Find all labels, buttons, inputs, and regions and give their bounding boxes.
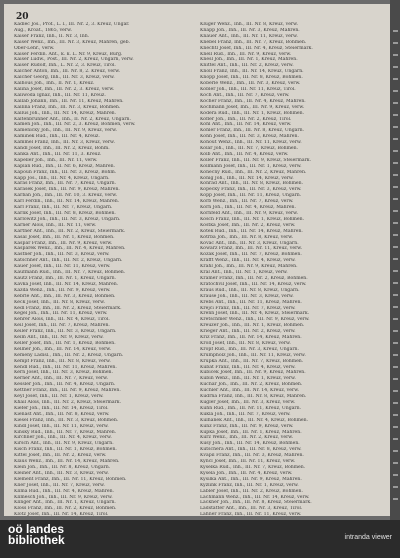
- directory-entry: Kegel Joh., Inh., III. Nr. 11, Kreuz, verw.: [14, 311, 108, 317]
- directory-entry: Kauer Josef, Inh., III. Nr. 11, Kreuz, verw.: [14, 264, 111, 270]
- directory-entry: Kamen Joh., Inh., III. Nr. 2, 3. Kreuz, Böhmen, verw.: [14, 122, 136, 128]
- edge-text-fragment: [393, 210, 398, 212]
- directory-entry: Knesl Joh., Inh., III. Nr. 1, Kreuz, Mähren.: [200, 57, 298, 63]
- directory-entry: Lachmann Wenz., Inh., III. Nr. 14, Kreuz, verw.: [200, 494, 310, 500]
- directory-entry: Kurz Wenz., Inh., III. Nr. 2, Kreuz, verw.: [200, 435, 294, 441]
- directory-entry: Krenn Josef, Inh., III. Nr. 4, Kreuz, Steiermark.: [200, 311, 310, 317]
- directory-entry: Krumpholz Joh., Inh., III. Nr. 11, Kreuz, verw.: [200, 352, 306, 358]
- directory-entry: Kasal Josef, Inh., III. Nr. 1, Kreuz, Böhmen.: [14, 234, 115, 240]
- directory-entry: Labler Josef, Inh., III. Nr. 2, Kreuz, Böhmen.: [200, 488, 303, 494]
- edge-text-fragment: [393, 378, 398, 380]
- directory-entry: Kohout Wenz., Inh., III. Nr. 11, Kreuz, verw.: [200, 140, 302, 146]
- directory-entry: Kuchler Ant., Inh., III. Nr. 14, Kreuz, verw.: [200, 388, 300, 394]
- edge-text-fragment: [393, 462, 398, 464]
- directory-entry: Karl Ferdin., Inh., III. Nr. 14, Kreuz, Mähren.: [14, 199, 120, 205]
- directory-entry: Keil Josef, Inh., III. Nr. 7, Kreuz, Mähren.: [14, 323, 110, 329]
- directory-entry: Kluger Wenz., Inh., III. Nr. 8, Kreuz, verw.: [200, 22, 298, 27]
- directory-entry: Aug., Kroat., 1865, verw.: [14, 27, 72, 33]
- directory-entry: Kriz Franz, Inh., III. Nr. 14, Kreuz, Mähren.: [200, 335, 302, 341]
- directory-entry: Kaufmann Rud., Inh., III. Nr. 7, Kreuz, Böhmen.: [14, 270, 126, 276]
- viewer-footer: [0, 520, 400, 558]
- edge-text-fragment: [393, 390, 398, 392]
- directory-entry: Kodera Rud., Inh., III. Nr. 1, Kreuz, Böhmen.: [200, 110, 305, 116]
- directory-entry: Kral Ant., Inh., III. Nr. 1, Kreuz, verw.: [200, 270, 288, 276]
- directory-entry: Katschner Ant., Inh., III. Nr. 2, Kreuz, Ungarn.: [14, 258, 123, 264]
- directory-entry: Kohler Franz, Inh., III. Nr. 8, Kreuz, Ungarn.: [200, 128, 305, 134]
- edge-text-fragment: [393, 330, 398, 332]
- edge-text-fragment: [393, 126, 398, 128]
- directory-entry: Kaiser Franz, Inh., II. Nr. 3, Inh.: [14, 33, 90, 39]
- edge-text-fragment: [393, 114, 398, 116]
- edge-text-fragment: [393, 150, 398, 152]
- directory-entry: Koberle Wenz., Inh., III. Nr. 3, Kreuz, verw.: [200, 81, 301, 87]
- edge-text-fragment: [393, 486, 398, 488]
- edge-text-fragment: [393, 438, 398, 440]
- directory-entry: Kiesel Franz, Inh., III. Nr. 3, Kreuz, Böhmen.: [14, 417, 119, 423]
- directory-entry: Kreuzer Joh., Inh., III. Nr. 1, Kreuz, Böhmen.: [200, 323, 305, 329]
- directory-entry: Kessler Joh., Inh., III. Nr. 4, Kreuz, Ungarn.: [14, 382, 116, 388]
- directory-entry: Kulhanek Ant., Inh., III. Nr. 4, Kreuz, Böhmen.: [200, 417, 309, 423]
- directory-entry: Knebel Franz, Inh., III. Nr. 7, Kreuz, Böhmen.: [200, 39, 307, 45]
- edge-text-fragment: [393, 270, 398, 272]
- directory-entry: Kallus Joh., Inh., III. Nr. 14, Kreuz, Mähren.: [14, 110, 117, 116]
- directory-entry: Keim Ant., Inh., III. Nr. 9, Kreuz, verw.: [14, 335, 104, 341]
- edge-text-fragment: [393, 78, 398, 80]
- directory-entry: Kusy Joh., Inh., III. Nr. 14, Kreuz, Böhmen.: [200, 441, 300, 447]
- edge-text-fragment: [393, 90, 398, 92]
- edge-text-fragment: [393, 426, 398, 428]
- directory-entry: Kobler Joh., Inh., III. Nr. 11, Kreuz, Tirol.: [200, 86, 296, 92]
- edge-text-fragment: [393, 342, 398, 344]
- directory-entry: Kolb Ant., Inh., III. Nr. 4, Kreuz, verw.: [200, 151, 289, 157]
- directory-entry: Knoll Franz, Inh., III. Nr. 14, Kreuz, Ungarn.: [200, 69, 304, 75]
- page-number: 20: [16, 12, 29, 22]
- directory-entry: Kaliwoda Ignaz, Inh., III. Nr. 11, Kreuz.: [14, 92, 106, 98]
- directory-entry: Klier Josef, Inh., III. Nr. 7, Kreuz, verw.: [14, 482, 105, 488]
- directory-entry: Kerner Ant., Inh., III. Nr. 7, Kreuz, verw.: [14, 376, 109, 382]
- directory-entry: Kunz Franz, Inh., III. Nr. 9, Kreuz, verw.: [200, 423, 294, 429]
- edge-text-fragment: [393, 54, 398, 56]
- directory-entry: Kaminek Rud., Inh., III. Nr. 4, Kreuz.: [14, 134, 100, 140]
- directory-entry: Kaltenbrunner Ant., Inh., II. Nr. 2, Kreuz, Ungarn.: [14, 116, 131, 122]
- directory-entry: Kastner Joh., Inh., III. Nr. 3, Kreuz, verw.: [14, 252, 110, 258]
- edge-text-fragment: [393, 366, 398, 368]
- directory-entry: Kochmann Josef, Inh., III. Nr. 9, Kreuz, verw.: [200, 104, 305, 110]
- directory-entry: Kamenicky Joh., Inh., III. Nr. 9, Kreuz, verw.: [14, 128, 117, 134]
- edge-text-fragment: [393, 66, 398, 68]
- directory-entry: Kornfeld Ant., Inh., III. Nr. 9, Kreuz, verw.: [200, 211, 298, 216]
- directory-entry: Kautz Franz, Inh., III. Nr. 1, Kreuz, Ungarn.: [14, 275, 116, 281]
- directory-entry: Kubin Wenz., Inh., III. Nr. 1, Kreuz, verw.: [200, 376, 296, 382]
- document-page: [4, 4, 390, 516]
- directory-entry: Klimesch Joh., Inh., III. Nr. 9, Kreuz, verw.: [14, 494, 113, 500]
- directory-entry: Korn Joh., Inh., III. Nr. 4, Kreuz, Mähren.: [200, 205, 296, 211]
- edge-text-fragment: [393, 186, 398, 188]
- edge-text-fragment: [393, 162, 398, 164]
- logo-line-1: oö landes: [8, 522, 65, 536]
- directory-entry: Keck Josef, Inh., III. Nr. 8, Kreuz, verw.: [14, 299, 105, 305]
- directory-entry: Kaiser Ludw., Post., III. Nr. 2, Kreuz, Ungarn, verw.: [14, 57, 134, 63]
- directory-entry: Kukla Joh., Inh., III. Nr. 7, Kreuz, verw.: [200, 411, 291, 417]
- edge-text-fragment: [393, 354, 398, 356]
- directory-entry: Kindl Josef, Inh., III. Nr. 11, Kreuz, verw.: [14, 423, 109, 429]
- directory-entry: Kalcher Georg, Inh., III. Nr. 3, Kreuz, verw.: [14, 75, 115, 81]
- directory-entry: Kropf Rud., Inh., III. Nr. 3, Kreuz, Ungarn.: [200, 346, 299, 352]
- directory-entry: Kirsch Ant., Inh., III. Nr. 9, Kreuz, Ungarn.: [14, 441, 114, 447]
- directory-entry: Knauer Ant., Inh., III. Nr. 11, Kreuz, verw.: [200, 33, 298, 39]
- directory-entry: Keiler Franz, Inh., III. Nr. 3, Kreuz, Ungarn.: [14, 329, 117, 335]
- directory-entry: Kopecky Franz, Inh., III. Nr. 3, Kreuz, verw.: [200, 187, 302, 193]
- directory-entry: Klein Joh., Inh., III. Nr. 8, Kreuz, Ungarn.: [14, 464, 111, 470]
- directory-entry: Kirchner Joh., Inh., III. Nr. 4, Kreuz, verw.: [14, 435, 112, 441]
- directory-entry: Kratochvil Josef, Inh., III. Nr. 14, Kreuz, verw.: [200, 281, 307, 287]
- library-logo[interactable]: [8, 524, 65, 546]
- directory-entry: Kotek Rud., Inh., III. Nr. 14, Kreuz, Mähren.: [200, 228, 303, 234]
- directory-entry: Konrad Ant., Inh., III. Nr. 8, Kreuz, Böhmen.: [200, 181, 304, 187]
- directory-entry: Kolar Joh., Inh., III. Nr. 7, Kreuz, Böhmen.: [200, 146, 299, 152]
- directory-entry: Klaus Wenz., Inh., III. Nr. 14, Kreuz, Mähren.: [14, 459, 120, 465]
- directory-entry: Kovac Ant., Inh., III. Nr. 3, Kreuz, Ungarn.: [200, 240, 299, 246]
- directory-entry: Kosch Franz, Inh., III. Nr. 1, Kreuz, Böhmen.: [200, 216, 305, 222]
- directory-entry: Kvapil Franz, Inh., III. Nr. 3, Kreuz, Mähren.: [200, 453, 304, 459]
- directory-entry: Krupka Ant., Inh., III. Nr. 7, Kreuz, Böhmen.: [200, 358, 304, 364]
- directory-entry: Kocher Franz, Inh., III. Nr. 4, Kreuz, Mähren.: [200, 98, 306, 104]
- edge-text-fragment: [393, 306, 398, 308]
- directory-entry: Kuhn Rud., Inh., III. Nr. 11, Kreuz, Ungarn.: [200, 405, 302, 411]
- directory-entry: Kinsky Rud., Inh., III. Nr. 7, Kreuz, Mähren.: [14, 429, 117, 435]
- directory-entry: Konecny Rud., Inh., III. Nr. 2, Kreuz, Mähren.: [200, 169, 307, 175]
- directory-entry: Kaspar Franz, Inh., III. Nr. 9, Kreuz, verw.: [14, 240, 113, 246]
- directory-entry: Kehrer Alois, Inh., III. Nr. 4, Kreuz, Tirol.: [14, 317, 110, 323]
- directory-entry: Krejci Franz, Inh., III. Nr. 7, Kreuz, verw.: [200, 305, 296, 311]
- directory-entry: Kleiner Ant., Inh., III. Nr. 3, Kreuz, verw.: [14, 470, 109, 476]
- directory-entry: Kittel Josef, Inh., III. Nr. 2, Kreuz, verw.: [14, 453, 107, 459]
- directory-entry: Kloss Franz, Inh., III. Nr. 2, Kreuz, Böhmen.: [14, 506, 117, 512]
- directory-entry: Kysilka Ant., Inh., III. Nr. 9, Kreuz, Mähren.: [200, 476, 302, 482]
- directory-entry: Karner Alois, Inh., III. Nr. 11, verw.: [14, 222, 97, 228]
- edge-text-fragment: [393, 402, 398, 404]
- directory-entry: Kapeller Joh., Inh., III. Nr. 11, verw.: [14, 157, 98, 163]
- directory-entry: Khail Alois, Inh., III. Nr. 2, Kreuz, Steiermark.: [14, 400, 122, 405]
- edge-text-fragment: [393, 450, 398, 452]
- directory-entry: Kaiser Rudolf, Inh., L. Nr. 2, 3. Kreuz, Tirol.: [14, 63, 116, 69]
- directory-entry: Kyncl Josef, Inh., III. Nr. 11, Kreuz, verw.: [200, 459, 296, 465]
- directory-entry: Kebrle Ant., Inh., III. Nr. 3, Kreuz, Böhmen.: [14, 293, 116, 299]
- edge-text-fragment: [393, 246, 398, 248]
- directory-entry: Konig Joh., Inh., III. Nr. 14, Kreuz, verw.: [200, 175, 294, 181]
- directory-entry: Knechtl Josef, Inh., III. Nr. 4, Kreuz, Steiermark.: [200, 45, 313, 51]
- directory-entry: Kaiser Wenz., Inh., III. Nr. 3, Kreuz, Mähren, geb.: [14, 39, 131, 45]
- edge-text-fragment: [393, 138, 398, 140]
- directory-entry: Lackner Joh., Inh., III. Nr. 8, Kreuz, Steiermark.: [200, 500, 312, 506]
- directory-entry: Kienast Ant., Inh., III. Nr. 8, Kreuz, verw.: [14, 411, 110, 417]
- edge-text-fragment: [393, 474, 398, 476]
- directory-entry: Kyzlink Franz, Inh., III. Nr. 1, Kreuz, verw.: [200, 482, 299, 488]
- directory-entry: Kedl Franz, Inh., III. Nr. 2, Kreuz, Steiermark.: [14, 305, 122, 311]
- directory-entry: Kaplan Rud., Inh., II. Nr. 6, Kreuz, Mähren.: [14, 163, 115, 169]
- directory-entry: Kofler Joh., Inh., III. Nr. 2, Kreuz, Tirol.: [200, 116, 292, 122]
- directory-entry: Kostka Josef, Inh., III. Nr. 2, Kreuz, verw.: [200, 222, 296, 228]
- directory-entry: Karl Franz, Inh., III. Nr. 7, Kreuz, Ungarn.: [14, 205, 113, 211]
- directory-entry: Kalhous Joh., Inh., II. Nr. 1, Kreuz.: [14, 81, 95, 87]
- directory-entry: Klotz Josef, Inh., III. Nr. 14, Kreuz, Tirol.: [14, 512, 109, 516]
- directory-entry: Kammel Franz, Inh., III. Nr. 3, Kreuz, verw.: [14, 140, 115, 146]
- right-column: [200, 22, 376, 516]
- directory-entry: Kettner Franz, Inh., III. Nr. 9, Kreuz, Mähren.: [14, 388, 121, 394]
- directory-entry: Karas Franz, Inh., III. Nr. 7, Kreuz, Ungarn.: [14, 181, 117, 187]
- edge-text-fragment: [393, 30, 398, 32]
- directory-entry: Keyl Josef, Inh., III. Nr. 1, Kreuz, verw.: [14, 394, 104, 400]
- edge-text-fragment: [393, 234, 398, 236]
- directory-entry: Kalina Josef, Inh., III. Nr. 2, 3. Kreuz, verw.: [14, 86, 115, 92]
- directory-entry: Lahner Franz, Inh., III. Nr. 11, Kreuz, verw.: [200, 512, 302, 516]
- directory-entry: Kugler Josef, Inh., III. Nr. 3, Kreuz, verw.: [200, 400, 296, 405]
- directory-entry: Ober-Lehr., verw.: [14, 45, 55, 51]
- directory-entry: Kowarz Franz, Inh., III. Nr. 11, Kreuz, verw.: [200, 246, 303, 252]
- directory-entry: Kudrna Franz, Inh., III. Nr. 8, Kreuz, Mähren.: [200, 394, 307, 400]
- directory-entry: Karban Joh., Inh., III. Nr. 10, 3. Kreuz, verw.: [14, 193, 118, 199]
- directory-entry: Kutschera Ant., Inh., III. Nr. 8, Kreuz, verw.: [200, 447, 302, 453]
- directory-entry: Kavka Josef, Inh., III. Nr. 14, Kreuz, Mähren.: [14, 281, 119, 287]
- logo-line-2: bibliothek: [8, 533, 65, 547]
- directory-entry: Karlowitz Joh., Inh., III. Nr. 3, Kreuz, Ungarn.: [14, 216, 121, 222]
- directory-entry: Kramer Franz, Inh., III. Nr. 2, Kreuz, Böhmen.: [200, 275, 308, 281]
- directory-entry: Knittel Ant., Inh., III. Nr. 2, Kreuz, verw.: [200, 63, 294, 69]
- edge-text-fragment: [393, 222, 398, 224]
- directory-entry: Kellner Joh., Inh., III. Nr. 14, Kreuz, verw.: [14, 346, 112, 352]
- directory-entry: Keller Josef, Inh., III. Nr. 1, Kreuz, Böhmen.: [14, 340, 116, 346]
- viewer-label[interactable]: intranda viewer: [344, 534, 392, 541]
- directory-entry: Kalcher Anton, Inh., III. Nr. 8, 2. Kreuz, verw.: [14, 69, 121, 75]
- directory-entry: Knapp Joh., Inh., III. Nr. 3, Kreuz, Mähren.: [200, 27, 300, 33]
- directory-entry: Krahl Joh., Inh., III. Nr. 9, Kreuz, Mähren.: [200, 264, 298, 270]
- adjacent-page-edge: [390, 0, 400, 520]
- directory-entry: Kandl Josef, Inh., III. Nr. 2, Kreuz, Böhm.: [14, 146, 110, 152]
- directory-entry: Kraus Rud., Inh., III. Nr. 8, Kreuz, Ungarn.: [200, 287, 300, 293]
- directory-entry: Kern Josef, Inh., III. Nr. 3, Kreuz, Böhmen.: [14, 370, 113, 376]
- directory-entry: Kysela Joh., Inh., III. Nr. 4, Kreuz, verw.: [200, 470, 293, 476]
- edge-text-fragment: [393, 318, 398, 320]
- edge-text-fragment: [393, 414, 398, 416]
- directory-entry: Kanka Ant., Inh., III. Nr. 11, 3. Kreuz.: [14, 151, 102, 157]
- directory-entry: Kisch Franz, Inh., III. Nr. 1, Kreuz, Böhmen.: [14, 447, 117, 453]
- directory-entry: Kempf Franz, Inh., III. Nr. 8, Kreuz, verw.: [14, 358, 111, 364]
- directory-entry: Klement Franz, Inh., III. Nr. 11, Kreuz, Böhmen.: [14, 476, 127, 482]
- edge-text-fragment: [393, 198, 398, 200]
- directory-entry: Koch Ant., Inh., III. Nr. 7, Kreuz, verw.: [200, 92, 290, 98]
- directory-entry: Kupka Josef, Inh., III. Nr. 1, Kreuz, Mähren.: [200, 429, 302, 435]
- directory-entry: Kubicek Josef, Inh., III. Nr. 9, Kreuz, Mähren.: [200, 370, 306, 376]
- directory-entry: Krause Joh., Inh., III. Nr. 3, Kreuz, verw.: [200, 293, 294, 299]
- directory-entry: Krieger Ant., Inh., III. Nr. 2, Kreuz, verw.: [200, 329, 296, 335]
- directory-entry: Kopp Josef, Inh., III. Nr. 11, Kreuz, Ungarn.: [200, 193, 302, 199]
- directory-entry: Knopp Josef, Inh., III. Nr. 8, Kreuz, Böhmen.: [200, 75, 303, 81]
- directory-entry: Kollmann Josef, Inh., III. Nr. 1, Kreuz, verw.: [200, 163, 302, 169]
- directory-entry: Krafft Wenz., Inh., III. Nr. 4, Kreuz, verw.: [200, 258, 296, 264]
- edge-text-fragment: [393, 102, 398, 104]
- directory-entry: Kapp Jos., Inh., III. Nr. 4, Kreuz, Ungarn.: [14, 175, 110, 181]
- directory-entry: Karlik Josef, Inh., III. Nr. 8, Kreuz, Böhmen.: [14, 211, 116, 216]
- edge-text-fragment: [393, 498, 398, 500]
- edge-text-fragment: [393, 258, 398, 260]
- directory-entry: Klima Rud., Inh., III. Nr. 4, Kreuz, Mähren.: [14, 488, 114, 494]
- directory-entry: Kozak Josef, Inh., III. Nr. 7, Kreuz, Böhmen.: [200, 252, 302, 258]
- directory-entry: Kohn Josef, Inh., III. Nr. 3, Kreuz, Mähren.: [200, 134, 299, 140]
- left-column: [14, 22, 190, 516]
- directory-entry: Krebs Ant., Inh., III. Nr. 11, Kreuz, Mähren.: [200, 299, 302, 305]
- directory-entry: Kyselka Rud., Inh., III. Nr. 7, Kreuz, Böhmen.: [200, 464, 306, 470]
- directory-entry: Knell Rud., Inh., III. Nr. 9, Kreuz, verw.: [200, 51, 292, 57]
- directory-entry: Kubat Franz, Inh., III. Nr. 4, Kreuz, verw.: [200, 364, 296, 370]
- edge-text-fragment: [393, 42, 398, 44]
- directory-entry: Kallab Johann, Inh., III. Nr. 11, Kreuz, Mähren.: [14, 98, 124, 104]
- directory-entry: Kasparek Wenz., Inh., III. Nr. 4, Kreuz, Mähren.: [14, 246, 126, 252]
- directory-entry: Kallina Franz, Inh., III. Nr. 3, Kreuz, Böhmen.: [14, 104, 121, 110]
- directory-entry: Kuchar Joh., Inh., III. Nr. 2, Kreuz, Böhmen.: [200, 382, 303, 388]
- directory-entry: Ladstätter Ant., Inh., III. Nr. 3, Kreuz, Tirol.: [200, 506, 303, 512]
- directory-entry: Kaiser Ferdin. Ant., k. k. L. Nr. 9, Kreuz, Bürg.: [14, 51, 123, 57]
- directory-entry: Kemeny Ladisl., Inh., III. Nr. 2, Kreuz, Ungarn.: [14, 352, 124, 358]
- directory-entry: Kazda Wenz., Inh., III. Nr. 9, Kreuz, verw.: [14, 287, 111, 293]
- edge-text-fragment: [393, 282, 398, 284]
- edge-text-fragment: [393, 294, 398, 296]
- directory-entry: Kendl Rud., Inh., III. Nr. 11, Kreuz, Mähren.: [14, 364, 117, 370]
- directory-entry: Kretschmer Wenz., Inh., III. Nr. 9, Kreuz, verw.: [200, 317, 310, 323]
- directory-entry: Koller Franz, Inh., III. Nr. 9, Kreuz, Steiermark.: [200, 157, 312, 163]
- directory-entry: Klinger Ant., Inh., III. Nr. 1, Kreuz, Ungarn.: [14, 500, 116, 506]
- directory-entry: Kadlec Jos., Prof., L. l., III. Nr. 2, 3. Kreuz, Ungar.: [14, 22, 130, 27]
- directory-entry: Karasek Josef, Inh., III. Nr. 9, Kreuz, Mähren.: [14, 187, 120, 193]
- directory-entry: Kohl Ant., Inh., III. Nr. 14, Kreuz, verw.: [200, 122, 292, 128]
- edge-text-fragment: [393, 174, 398, 176]
- directory-entry: Kiefer Joh., Inh., III. Nr. 14, Kreuz, Tirol.: [14, 405, 109, 411]
- directory-entry: Kroll Josef, Inh., III. Nr. 8, Kreuz, verw.: [200, 340, 291, 346]
- directory-entry: Kartner Ant., Inh., III. Nr. 2, Kreuz, Steiermark.: [14, 228, 126, 234]
- directory-entry: Kapoun Franz, Inh., III. Nr. 3, Kreuz, Böhm.: [14, 169, 117, 175]
- directory-entry: Korb Wenz., Inh., III. Nr. 7, Kreuz, verw.: [200, 199, 294, 205]
- directory-entry: Kotrba Joh., Inh., III. Nr. 8, Kreuz, verw.: [200, 234, 294, 240]
